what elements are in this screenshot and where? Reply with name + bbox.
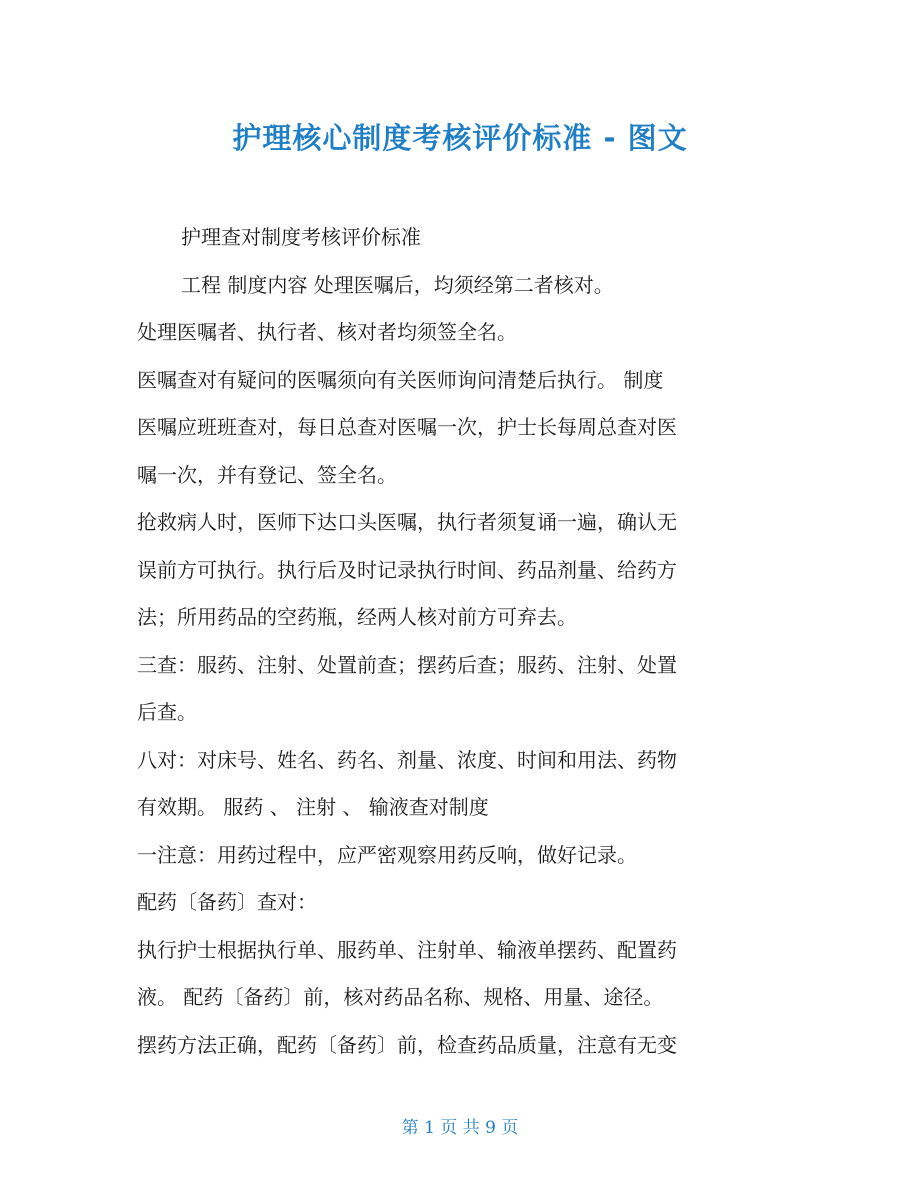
body-line: 液。 配药〔备药〕前，核对药品名称、规格、用量、途径。 — [137, 985, 664, 1009]
body-line: 工程 制度内容 处理医嘱后，均须经第二者核对。 — [181, 272, 614, 297]
document-body — [137, 214, 787, 1069]
body-line: 一注意：用药过程中，应严密观察用药反响，做好记录。 — [137, 842, 637, 867]
body-line: 法；所用药品的空药瓶，经两人核对前方可弃去。 — [137, 605, 577, 629]
body-line: 八对：对床号、姓名、药名、剂量、浓度、时间和用法、药物 — [137, 747, 677, 772]
body-line: 误前方可执行。执行后及时记录执行时间、药品剂量、给药方 — [137, 557, 677, 582]
body-line: 医嘱查对有疑问的医嘱须向有关医师询问清楚后执行。 制度 — [137, 367, 664, 392]
page-number-footer: 第 1 页 共 9 页 — [401, 1118, 519, 1138]
body-line: 嘱一次，并有登记、签全名。 — [137, 462, 397, 487]
body-line: 执行护士根据执行单、服药单、注射单、输液单摆药、配置药 — [137, 937, 677, 962]
body-line: 有效期。 服药 、 注射 、 输液查对制度 — [137, 795, 489, 819]
body-line: 处理医嘱者、执行者、核对者均须签全名。 — [137, 320, 517, 344]
body-line: 后查。 — [137, 700, 197, 724]
body-line: 三查：服药、注射、处置前查；摆药后查；服药、注射、处置 — [137, 652, 677, 677]
body-line: 摆药方法正确，配药〔备药〕前，检查药品质量，注意有无变 — [137, 1032, 677, 1057]
body-line: 抢救病人时，医师下达口头医嘱，执行者须复诵一遍，确认无 — [137, 510, 677, 534]
section-heading: 护理查对制度考核评价标准 — [181, 225, 421, 249]
body-line: 配药〔备药〕查对： — [137, 890, 317, 914]
page-title: 护理核心制度考核评价标准 - 图文 — [232, 121, 688, 155]
body-line: 医嘱应班班查对，每日总查对医嘱一次，护士长每周总查对医 — [137, 415, 677, 439]
